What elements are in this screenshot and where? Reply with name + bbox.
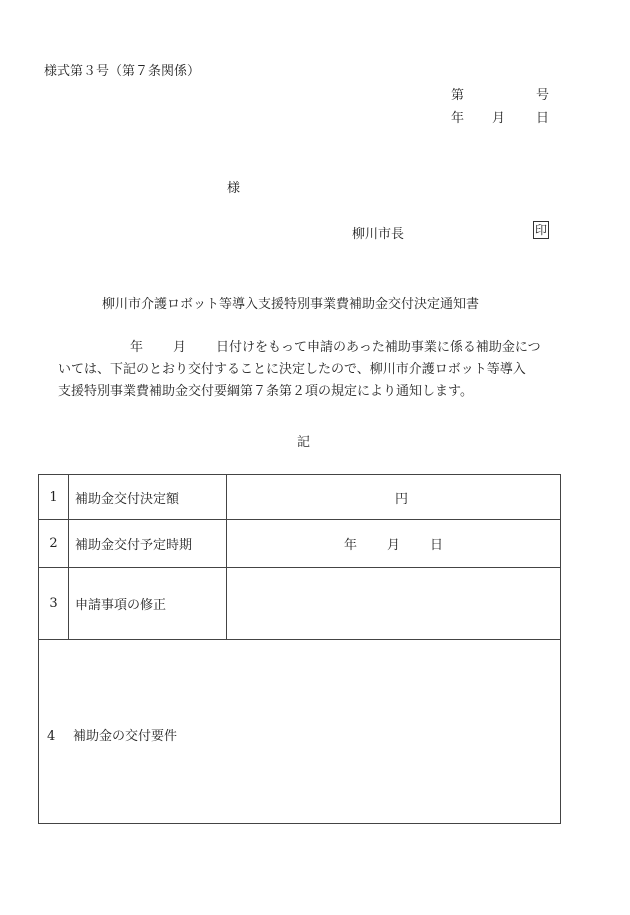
row-number: 3 (39, 568, 69, 640)
scheduled-day: 日 (430, 538, 444, 553)
body-year-label: 年 (130, 340, 144, 355)
form-number-label: 様式第３号（第７条関係） (44, 64, 201, 79)
ki-heading: 記 (297, 435, 311, 450)
document-title: 柳川市介護ロボット等導入支援特別事業費補助金交付決定通知書 (102, 297, 480, 312)
decision-amount-value (227, 475, 561, 520)
table-row (39, 475, 561, 520)
notice-body (58, 337, 563, 403)
row-item-label: 補助金交付決定額 (69, 475, 227, 520)
scheduled-month: 月 (386, 538, 400, 553)
table-row (39, 640, 561, 824)
amount-unit: 円 (394, 491, 408, 507)
notice-body-line-2: いては、下記のとおり交付することに決定したので、柳川市介護ロボット等導入 (58, 362, 526, 377)
row-number: 4 (47, 729, 56, 744)
document-number-suffix: 号 (536, 88, 550, 103)
issue-date-month: 月 (492, 111, 506, 126)
requirements-cell (39, 640, 561, 824)
notice-body-line-3: 支援特別事業費補助金交付要綱第７条第２項の規定により通知します。 (58, 384, 473, 399)
row-number: 1 (39, 475, 69, 520)
amendment-value (227, 568, 561, 640)
table-row (39, 520, 561, 568)
notice-body-line-1 (58, 337, 563, 359)
body-line-1-text: 日付けをもって申請のあった補助事業に係る補助金につ (216, 340, 541, 355)
scheduled-date-value (227, 520, 561, 568)
scheduled-year: 年 (343, 538, 357, 553)
body-month-label: 月 (173, 340, 187, 355)
addressee-honorific: 様 (227, 181, 241, 196)
row-item-label: 申請事項の修正 (69, 568, 227, 640)
decision-table (38, 474, 561, 824)
issue-date-day: 日 (536, 111, 550, 126)
row-item-label: 補助金交付予定時期 (69, 520, 227, 568)
document-number-prefix: 第 (451, 88, 465, 103)
issuer-name: 柳川市長 (352, 227, 405, 242)
requirements-label: 補助金の交付要件 (73, 729, 178, 744)
issue-date-year: 年 (451, 111, 465, 126)
row-number: 2 (39, 520, 69, 568)
seal-mark: 印 (535, 223, 548, 237)
table-row (39, 568, 561, 640)
